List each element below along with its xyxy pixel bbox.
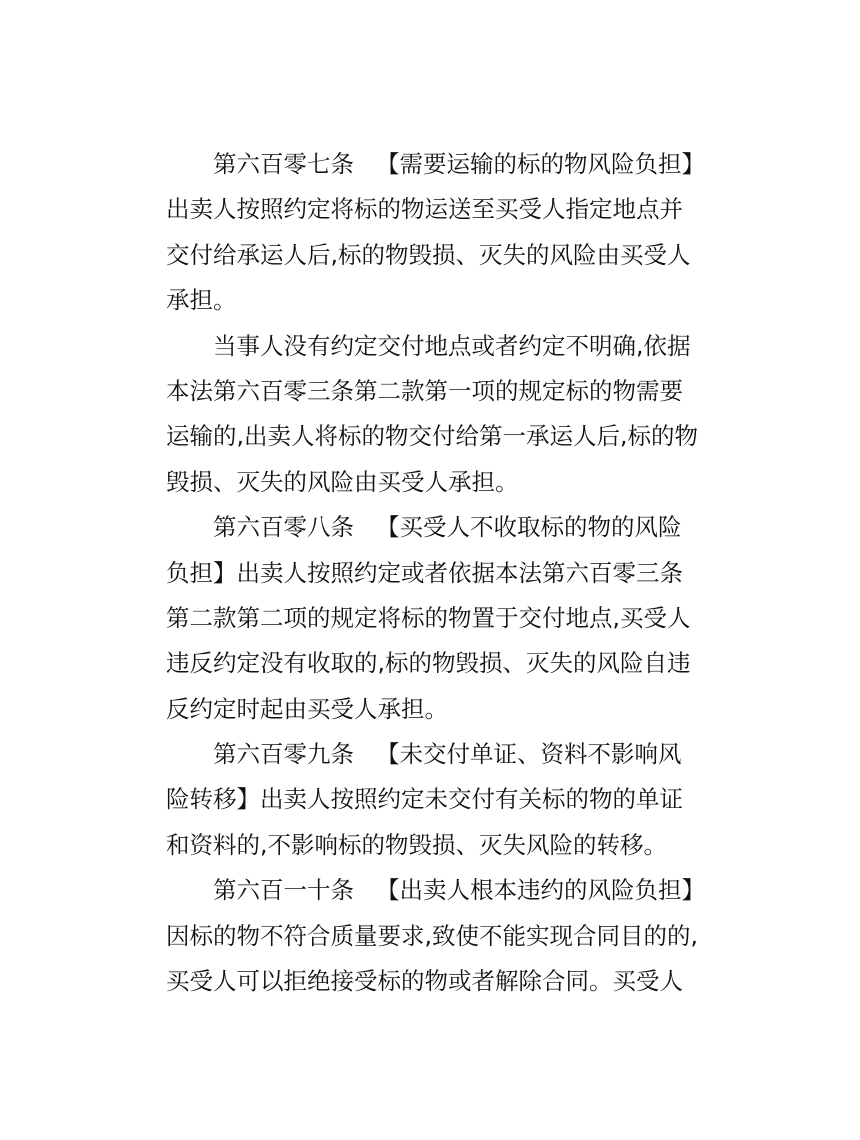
paragraph-start-line: 当事人没有约定交付地点或者约定不明确,依据 <box>213 331 691 360</box>
article-number: 第六百一十条 <box>213 876 354 905</box>
article-number: 第六百零八条 <box>213 513 354 542</box>
article-608-line <box>166 505 706 550</box>
text-line: 本法第六百零三条第二款第一项的规定标的物需要 <box>166 376 683 405</box>
article-607-line <box>166 142 706 187</box>
article-heading: 【需要运输的标的物风险负担】 <box>376 150 705 178</box>
article-number: 第六百零九条 <box>213 740 354 769</box>
text-line: 出卖人按照约定将标的物运送至买受人指定地点并 <box>166 195 683 224</box>
text-line: 险转移】出卖人按照约定未交付有关标的物的单证 <box>166 785 683 814</box>
text-line: 和资料的,不影响标的物毁损、灭失风险的转移。 <box>166 830 667 859</box>
text-line: 负担】出卖人按照约定或者依据本法第六百零三条 <box>166 558 683 587</box>
text-line: 毁损、灭失的风险由买受人承担。 <box>166 467 519 496</box>
text-line: 运输的,出卖人将标的物交付给第一承运人后,标的物 <box>166 422 698 451</box>
text-line: 因标的物不符合质量要求,致使不能实现合同目的的, <box>166 921 698 950</box>
article-number: 第六百零七条 <box>213 150 354 178</box>
article-heading: 【出卖人根本违约的风险负担】 <box>376 876 705 905</box>
text-line: 交付给承运人后,标的物毁损、灭失的风险由买受人 <box>166 240 691 269</box>
document-body <box>166 142 706 1004</box>
article-609-line <box>166 732 706 777</box>
text-line: 违反约定没有收取的,标的物毁损、灭失的风险自违 <box>166 649 691 678</box>
text-line: 承担。 <box>166 286 237 315</box>
text-line: 反约定时起由买受人承担。 <box>166 694 448 723</box>
article-heading: 【未交付单证、资料不影响风 <box>376 740 682 769</box>
article-610-line <box>166 868 706 913</box>
text-line: 第二款第二项的规定将标的物置于交付地点,买受人 <box>166 603 691 632</box>
text-line: 买受人可以拒绝接受标的物或者解除合同。买受人 <box>166 967 683 996</box>
article-heading: 【买受人不收取标的物的风险 <box>376 513 682 542</box>
